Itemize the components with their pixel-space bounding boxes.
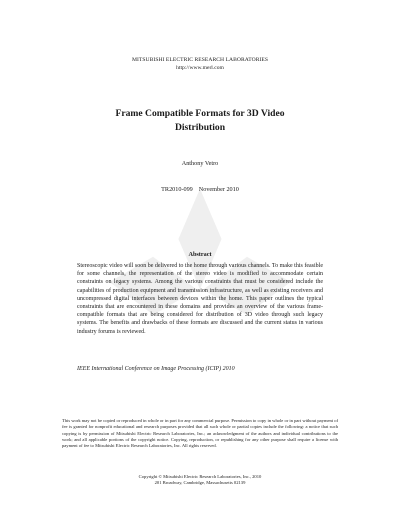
footer bbox=[0, 474, 400, 487]
footer-copyright: Copyright © Mitsubishi Electric Research Laboratories, Inc., 2010 bbox=[138, 474, 262, 479]
copyright-notice: This work may not be copied or reproduced in whole or in part for any commercial purpose. Permission to copy in whole or in part without payment of fee is granted for nonprofit educational and research purposes provided that all such whole or partial copies include the following: a notice that such copying is by permission of Mitsubishi Electric Research Laboratories, Inc.; an acknowledgment of the authors and individual contributions to the work; and all applicable portions of the copyright notice. Copying, reproduction, or republishing for any other purpose shall require a license with payment of fee to Mitsubishi Electric Research Laboratories, Inc. All rights reserved. bbox=[62, 418, 338, 449]
organization-url[interactable]: http://www.merl.com bbox=[176, 65, 224, 71]
author-name: Anthony Vetro bbox=[181, 160, 219, 167]
abstract-heading: Abstract bbox=[188, 251, 212, 258]
report-info bbox=[0, 186, 400, 193]
paper-title: Frame Compatible Formats for 3D Video Distribution bbox=[115, 108, 285, 133]
footer-address: 201 Broadway, Cambridge, Massachusetts 02139 bbox=[154, 480, 246, 486]
publication-venue: IEEE International Conference on Image Processing (ICIP) 2010 bbox=[77, 366, 235, 372]
report-number: TR2010-099 bbox=[161, 186, 193, 193]
abstract-body: Stereoscopic video will soon be delivered to the home through various channels. To make this feasible for some channels, the representation of the stereo video is modified to accommodate certain constraints on legacy systems. Among the various constraints that must be considered include the capabilities of production equipment and transmission infrastructure, as well as existing receivers and uncompressed digital interfaces between devices within the home. This paper outlines the typical constraints that are encountered in these domains and provides an overview of the various frame-compatible formats that are being considered for distribution of 3D video through such legacy systems. The benefits and drawbacks of these formats are discussed and the current status in various industry forums is reviewed. bbox=[77, 263, 323, 335]
report-date: November 2010 bbox=[198, 186, 239, 193]
organization-name: MITSUBISHI ELECTRIC RESEARCH LABORATORIES bbox=[131, 57, 269, 63]
